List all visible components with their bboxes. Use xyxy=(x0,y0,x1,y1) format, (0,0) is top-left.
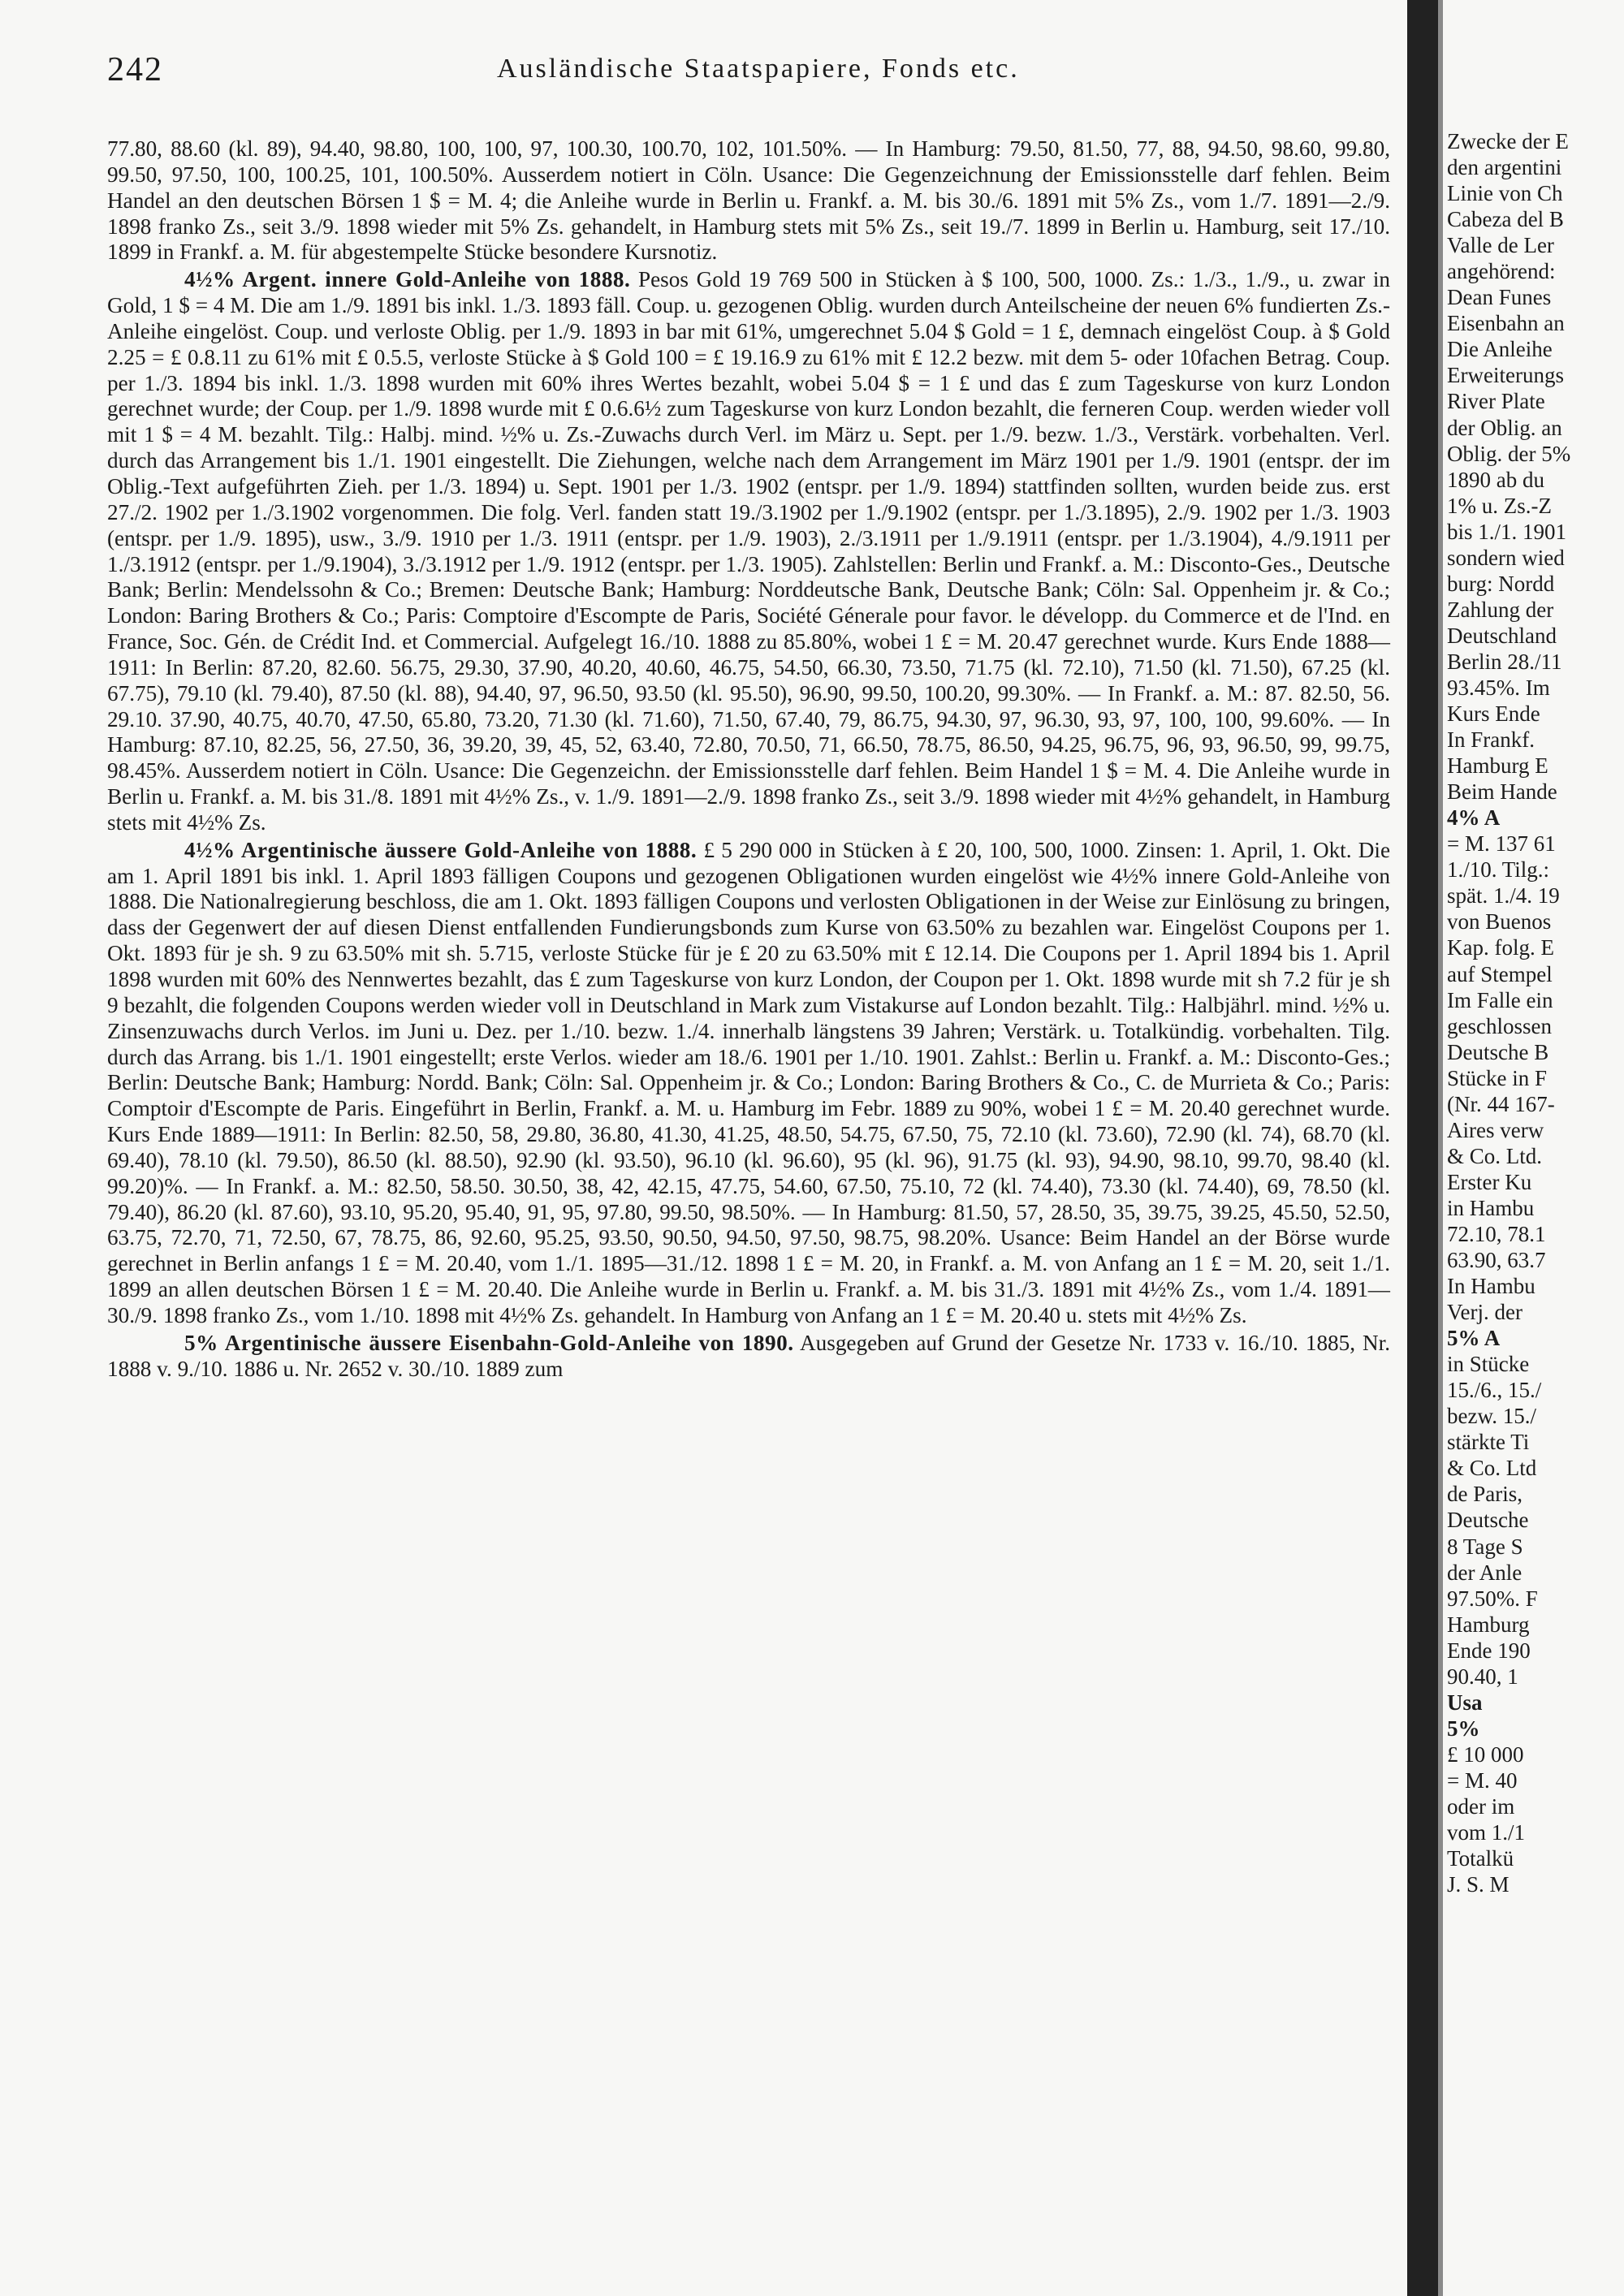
facing-page-line: 1./10. Tilg.: xyxy=(1447,857,1550,883)
facing-page-line: 1% u. Zs.-Z xyxy=(1447,493,1552,518)
facing-page-line: J. S. M xyxy=(1447,1872,1510,1897)
facing-page-line: Die Anleihe xyxy=(1447,337,1553,362)
book-gutter xyxy=(1407,0,1438,2296)
facing-page-line: 97.50%. F xyxy=(1447,1586,1538,1611)
facing-page-line: Totalkü xyxy=(1447,1846,1514,1871)
facing-page-line: Deutsche xyxy=(1447,1508,1529,1533)
running-head: Ausländische Staatspapiere, Fonds etc. xyxy=(497,54,1020,84)
entry-text: £ 5 290 000 in Stücken à £ 20, 100, 500, 1000. Zinsen: 1. April, 1. Okt. Die am 1. April 1891 bis inkl. 1. April 1893 fälligen Coupons und gezogenen Obligationen wurden eingelöst wie 4½% innere Gold-Anleihe von 1888. Die Nationalregierung beschloss, die am 1. Okt. 1893 fälligen Coupons und verlosten Obligationen in der Weise zur Einlösung zu bringen, dass der Gegenwert der auf diesen Dienst entfallenden Fundierungsbonds zum Kurse von 63.50% zu bezahlen war. Eingelöst Coupons per 1. Okt. 1893 für je sh. 9 zu 63.50% mit sh. 5.715, verloste Stücke für je £ 20 zu 63.50% mit £ 12.14. Die Coupons per 1. April 1894 bis 1. April 1898 wurden mit 60% des Nennwertes bezahlt, das £ zum Tageskurse von kurz London, der Coupon per 1. Okt. 1898 wurde mit sh 7.2 für je sh 9 bezahlt, die folgenden Coupons werden wieder voll in Deutschland in Mark zum Vistakurse auf London bezahlt. Tilg.: Halbjährl. mind. ½% u. Zinsenzuwachs durch Verlos. im Juni u. Dez. per 1./10. bezw. 1./4. innerhalb längstens 39 Jahren; Verstärk. u. Totalkündig. vorbehalten. Tilg. durch das Arrang. bis 1./1. 1901 eingestellt; erste Verlos. wieder am 18./6. 1901 per 1./10. 1901. Zahlst.: Berlin u. Frankf. a. M.: Disconto-Ges.; Berlin: Deutsche Bank; Hamburg: Nordd. Bank; Cöln: Sal. Oppenheim jr. & Co.; London: Baring Brothers & Co., C. de Murrieta & Co.; Paris: Comptoir d'Escompte de Paris. Eingeführt in Berlin, Frankf. a. M. u. Hamburg im Febr. 1889 zu 90%, wobei 1 £ = M. 20.40 gerechnet wurde. Kurs Ende 1889—1911: In Berlin: 82.50, 58, 29.80, 36.80, 41.30, 41.25, 48.50, 54.75, 67.50, 75, 72.10 (kl. 73.60), 72.90 (kl. 74), 68.70 (kl. 69.40), 78.10 (kl. 79.50), 86.50 (kl. 88.50), 92.90 (kl. 93.50), 96.10 (kl. 96.60), 95 (kl. 96), 91.75 (kl. 93), 94.90, 98.10, 99.70, 98.40 (kl. 99.20)%. — In Frankf. a. M.: 82.50, 58.50. 30.50, 38, 42, 42.15, 47.75, 54.60, 67.50, 75.10, 72 (kl. 74.40), 73.30 (kl. 74.40), 69, 78.50 (kl. 79.40), 86.20 (kl. 87.60), 93.10, 95.20, 95.40, 91, 95, 97.80, 99.50, 98.50%. — In Hamburg: 81.50, 57, 28.50, 35, 39.75, 39.25, 45.50, 52.50, 63.75, 72.70, 71, 72.50, 67, 78.75, 86, 92.60, 95.25, 93.50, 90.50, 94.50, 97.50, 98.75, 98.20%. Usance: Beim Handel an der Börse wurde gerechnet in Berlin anfangs 1 £ = M. 20.40, vom 1./1. 1895—31./12. 1898 1 £ = M. 20, in Frankf. a. M. von Anfang an 1 £ = M. 20, seit 1./1. 1899 an allen deutschen Börsen 1 £ = M. 20.40. Die Anleihe wurde in Berlin u. Frankf. a. M. bis 31./3. 1891 mit 4½% Zs., vom 1./4. 1891—30./9. 1898 franko Zs., vom 1./10. 1898 mit 4½% Zs. gehandelt. In Hamburg von Anfang an 1 £ = M. 20.40 u. stets mit 4½% Zs. xyxy=(107,837,1391,1327)
facing-page-line: Hamburg E xyxy=(1447,753,1548,779)
facing-page-line: Kap. folg. E xyxy=(1447,935,1554,960)
facing-page-line: 1890 ab du xyxy=(1447,467,1544,492)
facing-page-line: & Co. Ltd. xyxy=(1447,1143,1543,1168)
facing-page-line: in Stücke xyxy=(1447,1352,1530,1377)
facing-page-line: Valle de Ler xyxy=(1447,233,1554,258)
facing-page-line: In Frankf. xyxy=(1447,727,1535,753)
facing-page-line: Cabeza del B xyxy=(1447,207,1564,232)
facing-page-line: von Buenos xyxy=(1447,909,1552,934)
facing-page-line: oder im xyxy=(1447,1794,1515,1819)
facing-page-line: 4% A xyxy=(1447,805,1501,831)
facing-page-line: angehörend: xyxy=(1447,259,1556,284)
facing-page-line: 5% xyxy=(1447,1716,1480,1741)
page-header xyxy=(107,50,1390,91)
facing-page-line: Erster Ku xyxy=(1447,1169,1532,1194)
facing-page-line: Oblig. der 5% xyxy=(1447,441,1571,466)
gutter-shadow xyxy=(1438,0,1443,2296)
page-number: 242 xyxy=(107,51,163,88)
facing-page-line: 5% A xyxy=(1447,1326,1501,1351)
facing-page-line: Ende 190 xyxy=(1447,1638,1531,1663)
facing-page-line: de Paris, xyxy=(1447,1482,1522,1507)
facing-page-line: auf Stempel xyxy=(1447,961,1553,986)
facing-page-line: der Oblig. an xyxy=(1447,415,1562,440)
continuation-paragraph xyxy=(107,136,1390,265)
facing-page-line: geschlossen xyxy=(1447,1013,1552,1038)
facing-page-line: Beim Hande xyxy=(1447,779,1557,805)
facing-page-line: 72.10, 78.1 xyxy=(1447,1221,1546,1246)
facing-page-line: Aires verw xyxy=(1447,1117,1544,1142)
paragraph-text: 77.80, 88.60 (kl. 89), 94.40, 98.80, 100, 100, 97, 100.30, 100.70, 102, 101.50%. — In Hamburg: 79.50, 81.50, 77, 88, 94.50, 98.60, 99.80, 99.50, 97.50, 100, 100.25, 101, 100.50%. Ausserdem notiert in Cöln. Usance: Die Gegenzeichnung der Emissionsstelle darf fehlen. Beim Handel an den deutschen Börsen 1 $ = M. 4; die Anleihe wurde in Berlin u. Frankf. a. M. bis 30./6. 1891 mit 5% Zs., vom 1./7. 1891—2./9. 1898 franko Zs., seit 3./9. 1898 wieder mit 5% Zs. gehandelt, in Hamburg stets mit 5% Zs., seit 19./7. 1899 in Berlin u. Hamburg, seit 17./10. 1899 in Frankf. a. M. für abgestempelte Stücke besondere Kursnotiz. xyxy=(107,136,1390,265)
facing-page-line: in Hambu xyxy=(1447,1195,1535,1220)
facing-page-fragment xyxy=(1447,128,1624,1897)
facing-page-line: Linie von Ch xyxy=(1447,181,1563,206)
facing-page-line: 15./6., 15./ xyxy=(1447,1378,1542,1403)
facing-page-line: 8 Tage S xyxy=(1447,1534,1523,1559)
facing-page-line: Zwecke der E xyxy=(1447,129,1569,153)
facing-page-line: Stücke in F xyxy=(1447,1065,1548,1090)
bond-entry-external-gold-loan-1888 xyxy=(107,838,1390,1329)
facing-page-line: der Anle xyxy=(1447,1560,1522,1585)
facing-page-line: £ 10 000 xyxy=(1447,1741,1524,1767)
facing-page-line: Hamburg xyxy=(1447,1612,1530,1637)
facing-page-line: River Plate xyxy=(1447,389,1545,414)
facing-page-line: Berlin 28./11 xyxy=(1447,649,1562,674)
facing-page-line: (Nr. 44 167- xyxy=(1447,1091,1555,1116)
facing-page-line: Erweiterungs xyxy=(1447,363,1564,388)
facing-page-line: Eisenbahn an xyxy=(1447,311,1565,336)
bond-entry-internal-gold-loan-1888 xyxy=(107,267,1390,836)
facing-page-line: = M. 40 xyxy=(1447,1767,1518,1793)
facing-page-line: In Hambu xyxy=(1447,1274,1535,1299)
facing-page-line: Usa xyxy=(1447,1690,1483,1715)
entry-text: Pesos Gold 19 769 500 in Stücken à $ 100, 500, 1000. Zs.: 1./3., 1./9., u. zwar in Gold, 1 $ = 4 M. Die am 1./9. 1891 bis inkl. 1./3. 1893 fäll. Coup. u. gezogenen Oblig. wurden durch Anteilscheine der neuen 6% fundierten Zs.-Anleihe eingelöst. Coup. und verloste Oblig. per 1./9. 1893 in bar mit 61%, umgerechnet 5.04 $ Gold = 1 £, demnach eingelöst Coup. à $ Gold 2.25 = £ 0.8.11 zu 61% mit £ 0.5.5, verloste Stücke à $ Gold 100 = £ 19.16.9 zu 61% mit £ 12.2 bezw. mit dem 5- oder 10fachen Betrag. Coup. per 1./3. 1894 bis inkl. 1./3. 1898 wurden mit 60% ihres Wertes bezahlt, wobei 5.04 $ = 1 £ und das £ zum Tageskurse von kurz London gerechnet wurde; der Coup. per 1./9. 1898 wurde mit £ 0.6.6½ zum Tageskurse von kurz London bezahlt, die ferneren Coup. werden wieder voll mit 1 $ = 4 M. bezahlt. Tilg.: Halbj. mind. ½% u. Zs.-Zuwachs durch Verl. im März u. Sept. per 1./9. bezw. 1./3., Verstärk. vorbehalten. Verl. durch das Arrangement bis 1./1. 1901 eingestellt. Die Ziehungen, welche nach dem Arrangement im März 1901 per 1./9. 1901 (entspr. der im Oblig.-Text aufgeführten Zieh. per 1./3. 1894) u. Sept. 1901 per 1./3. 1902 (entspr. per 1./9. 1894) stattfinden sollten, wurden beide zus. erst 27./2. 1902 per 1./3.1902 vorgenommen. Die folg. Verl. fanden statt 19./3.1902 per 1./9.1902 (entspr. per 1./3.1895), 2./9. 1902 per 1./3. 1903 (entspr. per 1./9. 1895), usw., 3./9. 1910 per 1./3. 1911 (entspr. per 1./9. 1903), 2./3.1911 per 1./9.1911 (entspr. per 1./3.1904), 4./9.1911 per 1./3.1912 (entspr. per 1./9.1904), 3./3.1912 per 1./9. 1912 (entspr. per 1./3. 1905). Zahlstellen: Berlin und Frankf. a. M.: Disconto-Ges., Deutsche Bank; Berlin: Mendelssohn & Co.; Bremen: Deutsche Bank; Hamburg: Norddeutsche Bank, Deutsche Bank; Cöln: Sal. Oppenheim jr. & Co.; London: Baring Brothers & Co.; Paris: Comptoire d'Escompte de Paris, Société Génerale pour favor. le développ. du Commerce et de l'Ind. en France, Soc. Gén. de Crédit Ind. et Commercial. Aufgelegt 16./10. 1888 zu 85.80%, wobei 1 £ = M. 20.47 gerechnet wurde. Kurs Ende 1888—1911: In Berlin: 87.20, 82.60. 56.75, 29.30, 37.90, 40.20, 40.60, 46.75, 54.50, 66.30, 73.50, 71.75 (kl. 72.10), 71.50 (kl. 71.50), 67.25 (kl. 67.75), 79.10 (kl. 79.40), 87.50 (kl. 88), 94.40, 97, 96.50, 93.50 (kl. 95.50), 96.90, 99.50, 100.20, 99.30%. — In Frankf. a. M.: 87. 82.50, 56. 29.10. 37.90, 40.75, 40.70, 47.50, 65.80, 73.20, 71.30 (kl. 71.60), 71.50, 67.40, 79, 86.75, 94.30, 97, 96.30, 93, 97, 100, 100, 99.60%. — In Hamburg: 87.10, 82.25, 56, 27.50, 36, 39.20, 39, 45, 52, 63.40, 72.80, 70.50, 71, 66.50, 78.75, 86.50, 94.25, 96.75, 96, 93, 96.50, 99, 99.75, 98.45%. Ausserdem notiert in Cöln. Usance: Die Gegenzeichn. der Emissionsstelle darf fehlen. Beim Handel 1 $ = M. 4. Die Anleihe wurde in Berlin u. Frankf. a. M. bis 31./8. 1891 mit 4½% Zs., v. 1./9. 1891—2./9. 1898 franko Zs., seit 3./9. 1898 wieder mit 4½% gehandelt, in Hamburg stets mit 4½% Zs. xyxy=(107,267,1390,835)
entry-title: 4½% Argent. innere Gold-Anleihe von 1888. xyxy=(184,267,631,292)
facing-page-line: & Co. Ltd xyxy=(1447,1456,1537,1481)
main-text-column xyxy=(107,136,1390,1383)
facing-page-line: Deutsche B xyxy=(1447,1039,1549,1064)
facing-page-line: Dean Funes xyxy=(1447,285,1552,310)
facing-page-line: spät. 1./4. 19 xyxy=(1447,883,1560,908)
facing-page-line: 63.90, 63.7 xyxy=(1447,1248,1546,1273)
facing-page-line: vom 1./1 xyxy=(1447,1820,1526,1845)
entry-text: Ausgegeben auf Grund der Gesetze Nr. 1733 v. 16./10. 1885, Nr. 1888 v. 9./10. 1886 u. Nr. 2652 v. 30./10. 1889 zum xyxy=(107,1330,1391,1381)
facing-page-line: 90.40, 1 xyxy=(1447,1664,1518,1689)
facing-page-line: Zahlung der xyxy=(1447,597,1554,622)
facing-page-line: Deutschland xyxy=(1447,623,1557,648)
facing-page-line: stärkte Ti xyxy=(1447,1430,1530,1455)
facing-page-line: bezw. 15./ xyxy=(1447,1404,1536,1429)
facing-page-line: den argentini xyxy=(1447,155,1562,180)
facing-page-line: sondern wied xyxy=(1447,545,1565,570)
bond-entry-railway-gold-loan-1890 xyxy=(107,1331,1390,1383)
facing-page-line: Kurs Ende xyxy=(1447,701,1540,727)
facing-page-line: = M. 137 61 xyxy=(1447,831,1556,857)
facing-page-line: bis 1./1. 1901 xyxy=(1447,519,1567,544)
facing-page-line: Im Falle ein xyxy=(1447,987,1553,1012)
facing-page-line: Verj. der xyxy=(1447,1300,1522,1325)
facing-page-line: 93.45%. Im xyxy=(1447,675,1550,700)
entry-title: 5% Argentinische äussere Eisenbahn-Gold-Anleihe von 1890. xyxy=(184,1330,794,1355)
facing-page-line: burg: Nordd xyxy=(1447,571,1555,596)
entry-title: 4½% Argentinische äussere Gold-Anleihe von 1888. xyxy=(184,837,698,862)
